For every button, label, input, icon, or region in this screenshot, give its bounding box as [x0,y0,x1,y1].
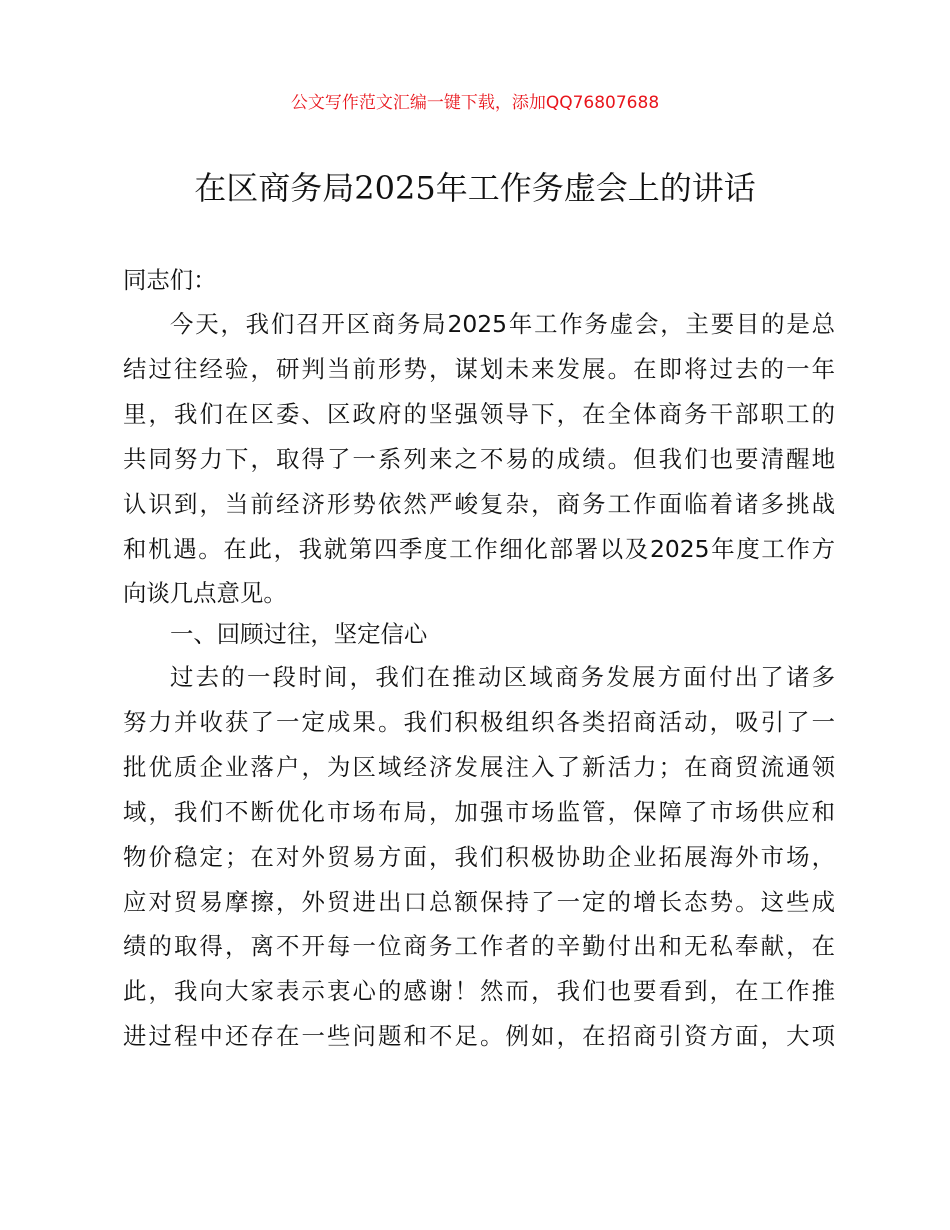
paragraph-line: 应对贸易摩擦，外贸进出口总额保持了一定的增长态势。这些成 [123,887,835,916]
paragraph-line: 向谈几点意见。 [123,579,287,608]
paragraph-1 [123,302,835,616]
paragraph-line: 物价稳定；在对外贸易方面，我们积极协助企业拓展海外市场， [123,842,835,871]
paragraph-line: 此，我向大家表示衷心的感谢！然而，我们也要看到，在工作推 [123,977,835,1006]
paragraph-line: 过去的一段时间，我们在推动区域商务发展方面付出了诸多 [170,663,835,691]
paragraph-line: 里，我们在区委、区政府的坚强领导下，在全体商务干部职工的 [123,399,835,428]
paragraph-line: 努力并收获了一定成果。我们积极组织各类招商活动，吸引了一 [123,707,835,736]
paragraph-line: 今天，我们召开区商务局2025年工作务虚会，主要目的是总 [170,310,835,338]
paragraph-line: 绩的取得，离不开每一位商务工作者的辛勤付出和无私奉献，在 [123,932,835,961]
paragraph-2 [123,655,835,1059]
section-heading-1 [123,612,835,657]
paragraph-line: 结过往经验，研判当前形势，谋划未来发展。在即将过去的一年 [123,354,835,383]
section-heading-text: 一、回顾过往，坚定信心 [170,620,428,648]
paragraph-line: 进过程中还存在一些问题和不足。例如，在招商引资方面，大项 [123,1022,835,1051]
paragraph-line: 域，我们不断优化市场布局，加强市场监管，保障了市场供应和 [123,797,835,826]
download-banner: 公文写作范文汇编一键下载，添加QQ76807688 [290,93,660,113]
document-title: 在区商务局2025年工作务虚会上的讲话 [194,169,756,207]
paragraph-line: 批优质企业落户，为区域经济发展注入了新活力；在商贸流通领 [123,752,835,781]
paragraph-line: 共同努力下，取得了一系列来之不易的成绩。但我们也要清醒地 [123,444,835,473]
paragraph-line: 和机遇。在此，我就第四季度工作细化部署以及2025年度工作方 [123,534,835,563]
salutation: 同志们： [123,266,217,294]
paragraph-line: 认识到，当前经济形势依然严峻复杂，商务工作面临着诸多挑战 [123,489,835,518]
